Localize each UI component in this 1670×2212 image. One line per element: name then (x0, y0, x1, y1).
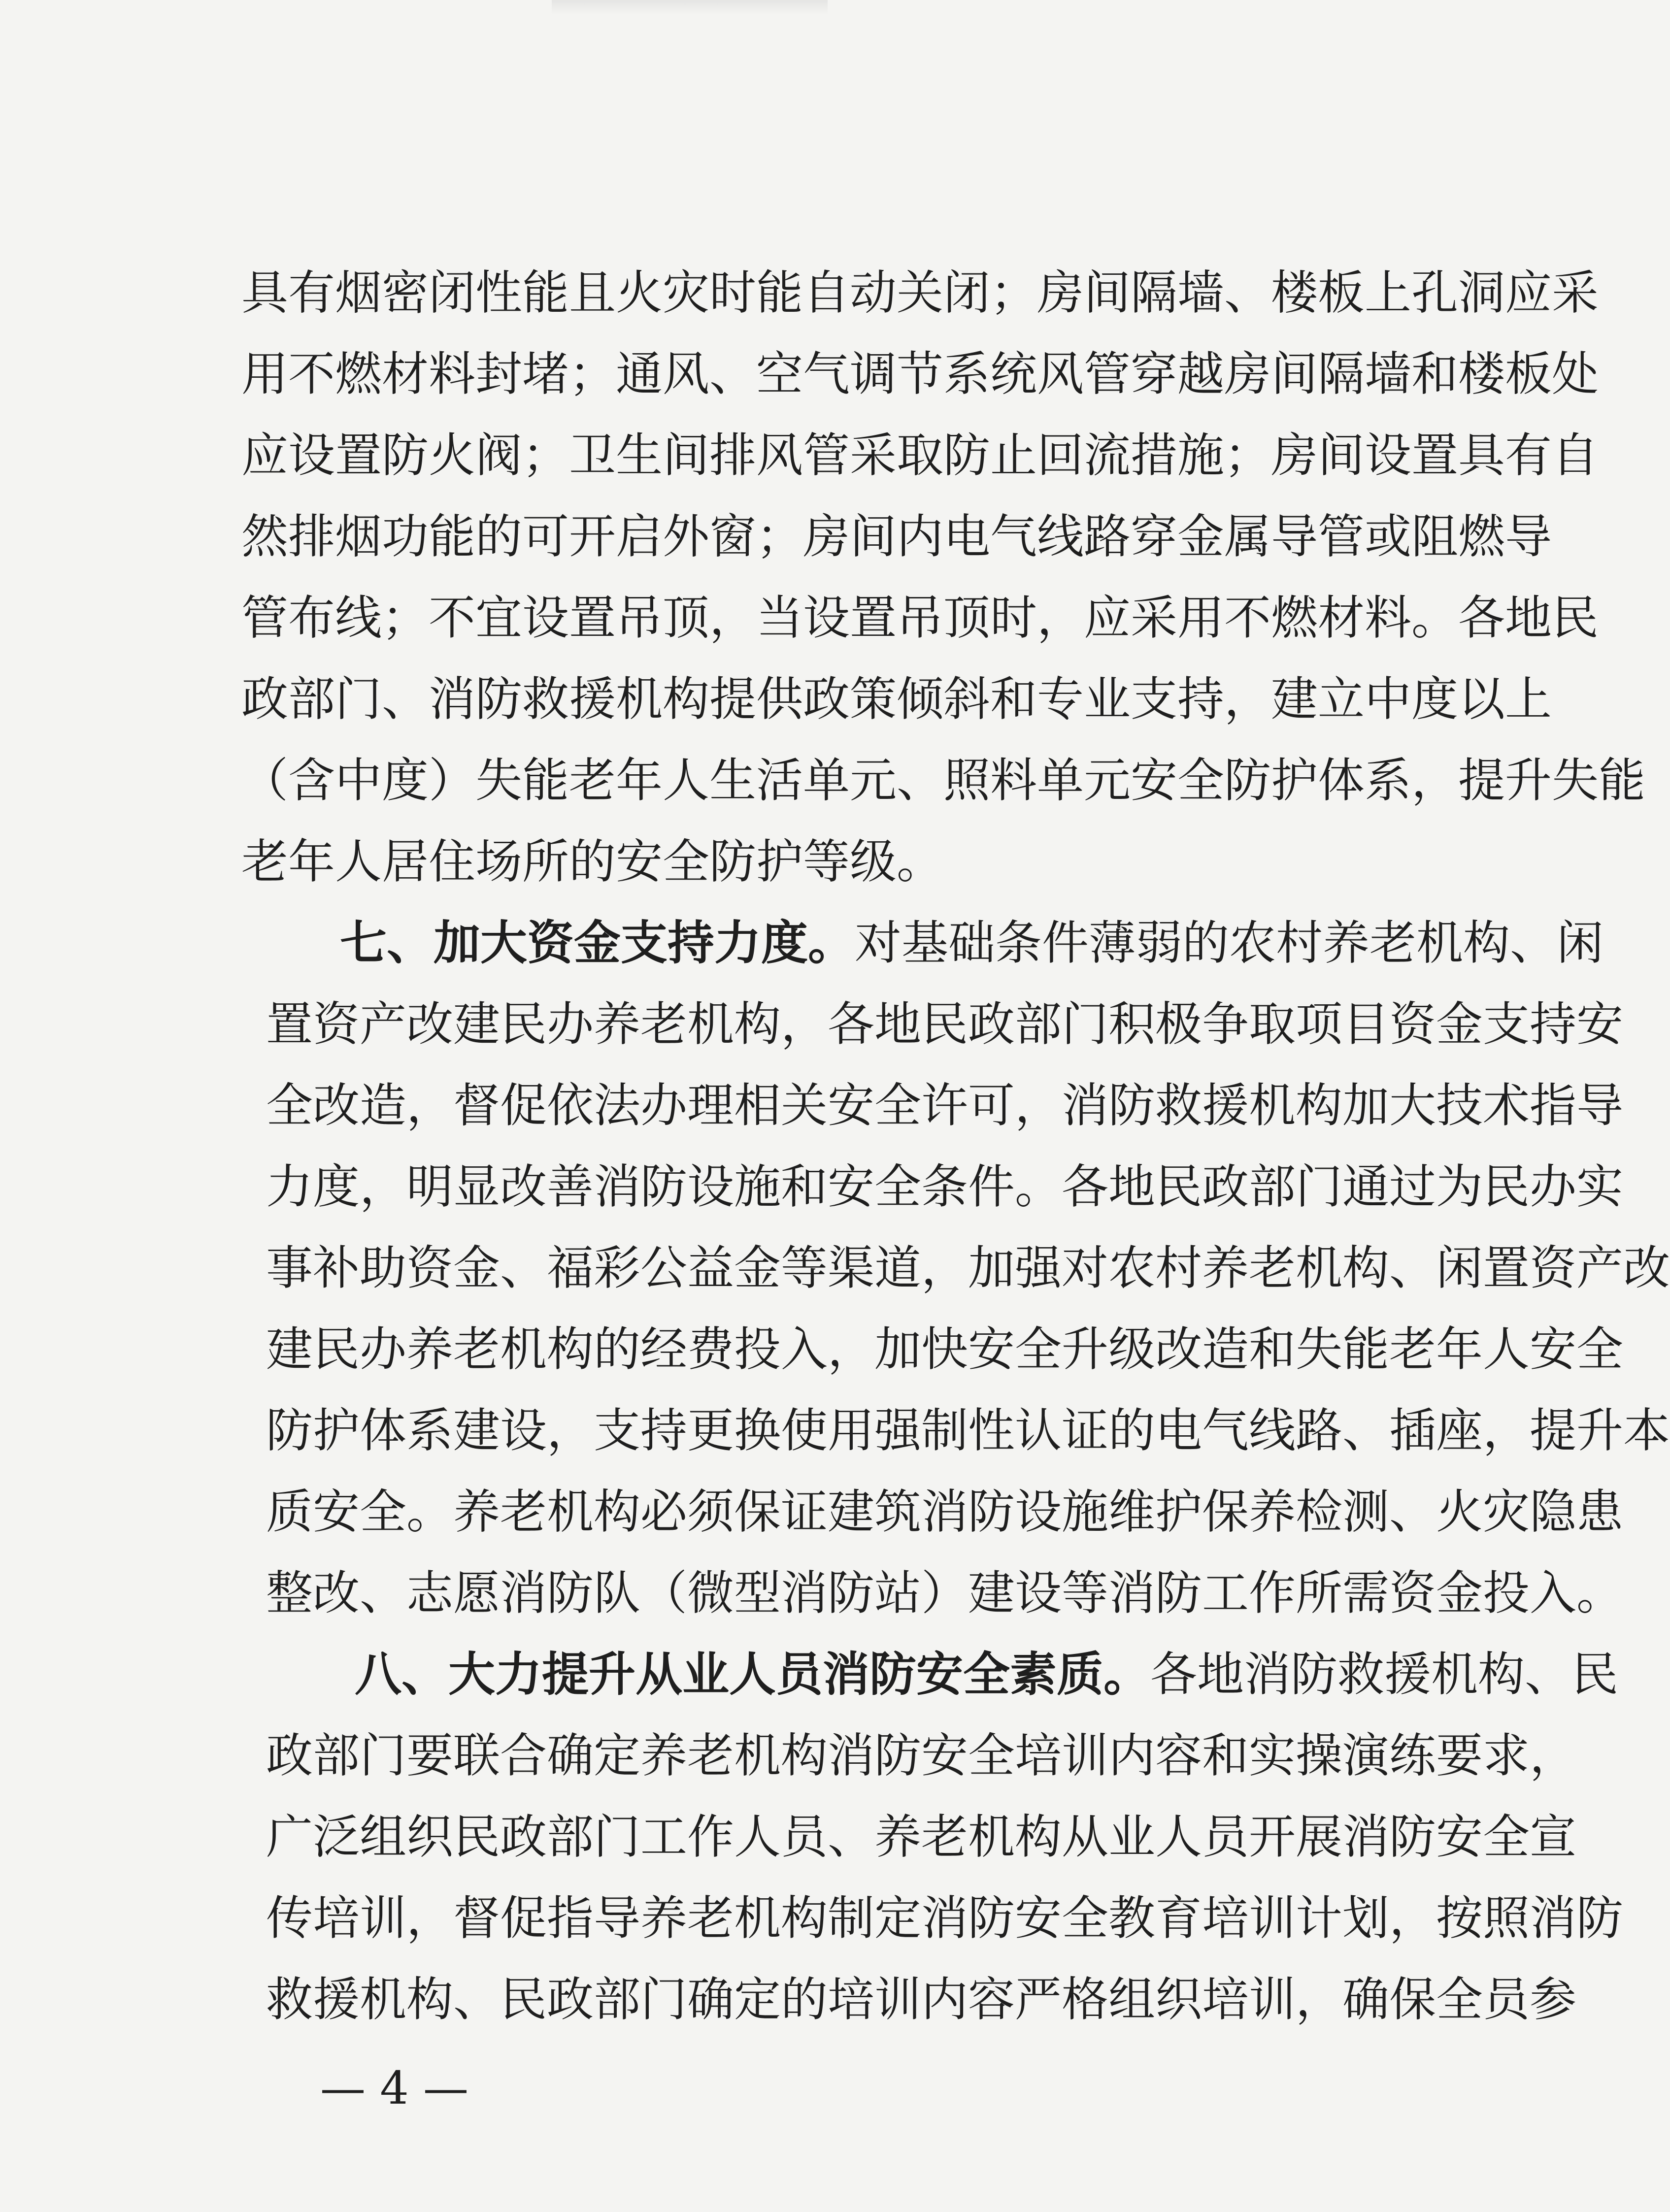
scan-artifact (552, 0, 828, 15)
section-7-line-6: 建民办养老机构的经费投入，加快安全升级改造和失能老年人安全 (266, 1322, 1624, 1377)
body-line-1: 具有烟密闭性能且火灾时能自动关闭；房间隔墙、楼板上孔洞应采 (241, 266, 1599, 320)
section-7-line-9: 整改、志愿消防队（微型消防站）建设等消防工作所需资金投入。 (266, 1566, 1624, 1620)
section-8-first-line-rest: 各地消防救援机构、民 (1150, 1648, 1619, 1702)
section-7-line-3: 全改造，督促依法办理相关安全许可，消防救援机构加大技术指导 (266, 1079, 1624, 1133)
body-line-6: 政部门、消防救援机构提供政策倾斜和专业支持，建立中度以上 (241, 672, 1552, 726)
section-7-line-2: 置资产改建民办养老机构，各地民政部门积极争取项目资金支持安 (266, 997, 1624, 1052)
body-line-4: 然排烟功能的可开启外窗；房间内电气线路穿金属导管或阻燃导 (241, 510, 1552, 564)
section-8-first-line (355, 1645, 1618, 1704)
section-8-heading: 八、大力提升从业人员消防安全素质。 (355, 1647, 1151, 1702)
section-7-first-line (340, 914, 1603, 973)
page-number: — 4 — (320, 2062, 469, 2114)
section-8-line-3: 广泛组织民政部门工作人员、养老机构从业人员开展消防安全宣 (266, 1810, 1577, 1864)
body-line-5: 管布线；不宜设置吊顶，当设置吊顶时，应采用不燃材料。各地民 (241, 591, 1599, 645)
body-line-8: 老年人居住场所的安全防护等级。 (241, 835, 944, 889)
section-8-line-5: 救援机构、民政部门确定的培训内容严格组织培训，确保全员参 (266, 1973, 1577, 2027)
section-7-first-line-rest: 对基础条件薄弱的农村养老机构、闲 (855, 916, 1604, 970)
section-7-line-7: 防护体系建设，支持更换使用强制性认证的电气线路、插座，提升本 (266, 1404, 1670, 1458)
section-8-line-4: 传培训，督促指导养老机构制定消防安全教育培训计划，按照消防 (266, 1891, 1624, 1946)
body-line-2: 用不燃材料封堵；通风、空气调节系统风管穿越房间隔墙和楼板处 (241, 347, 1599, 401)
section-7-heading: 七、加大资金支持力度。 (340, 916, 855, 970)
section-7-line-8: 质安全。养老机构必须保证建筑消防设施维护保养检测、火灾隐患 (266, 1485, 1624, 1539)
section-7-line-5: 事补助资金、福彩公益金等渠道，加强对农村养老机构、闲置资产改 (266, 1241, 1670, 1295)
body-line-7: （含中度）失能老年人生活单元、照料单元安全防护体系，提升失能 (241, 754, 1646, 808)
body-line-3: 应设置防火阀；卫生间排风管采取防止回流措施；房间设置具有自 (241, 429, 1599, 483)
section-7-line-4: 力度，明显改善消防设施和安全条件。各地民政部门通过为民办实 (266, 1160, 1624, 1214)
section-8-line-2: 政部门要联合确定养老机构消防安全培训内容和实操演练要求， (266, 1729, 1577, 1783)
